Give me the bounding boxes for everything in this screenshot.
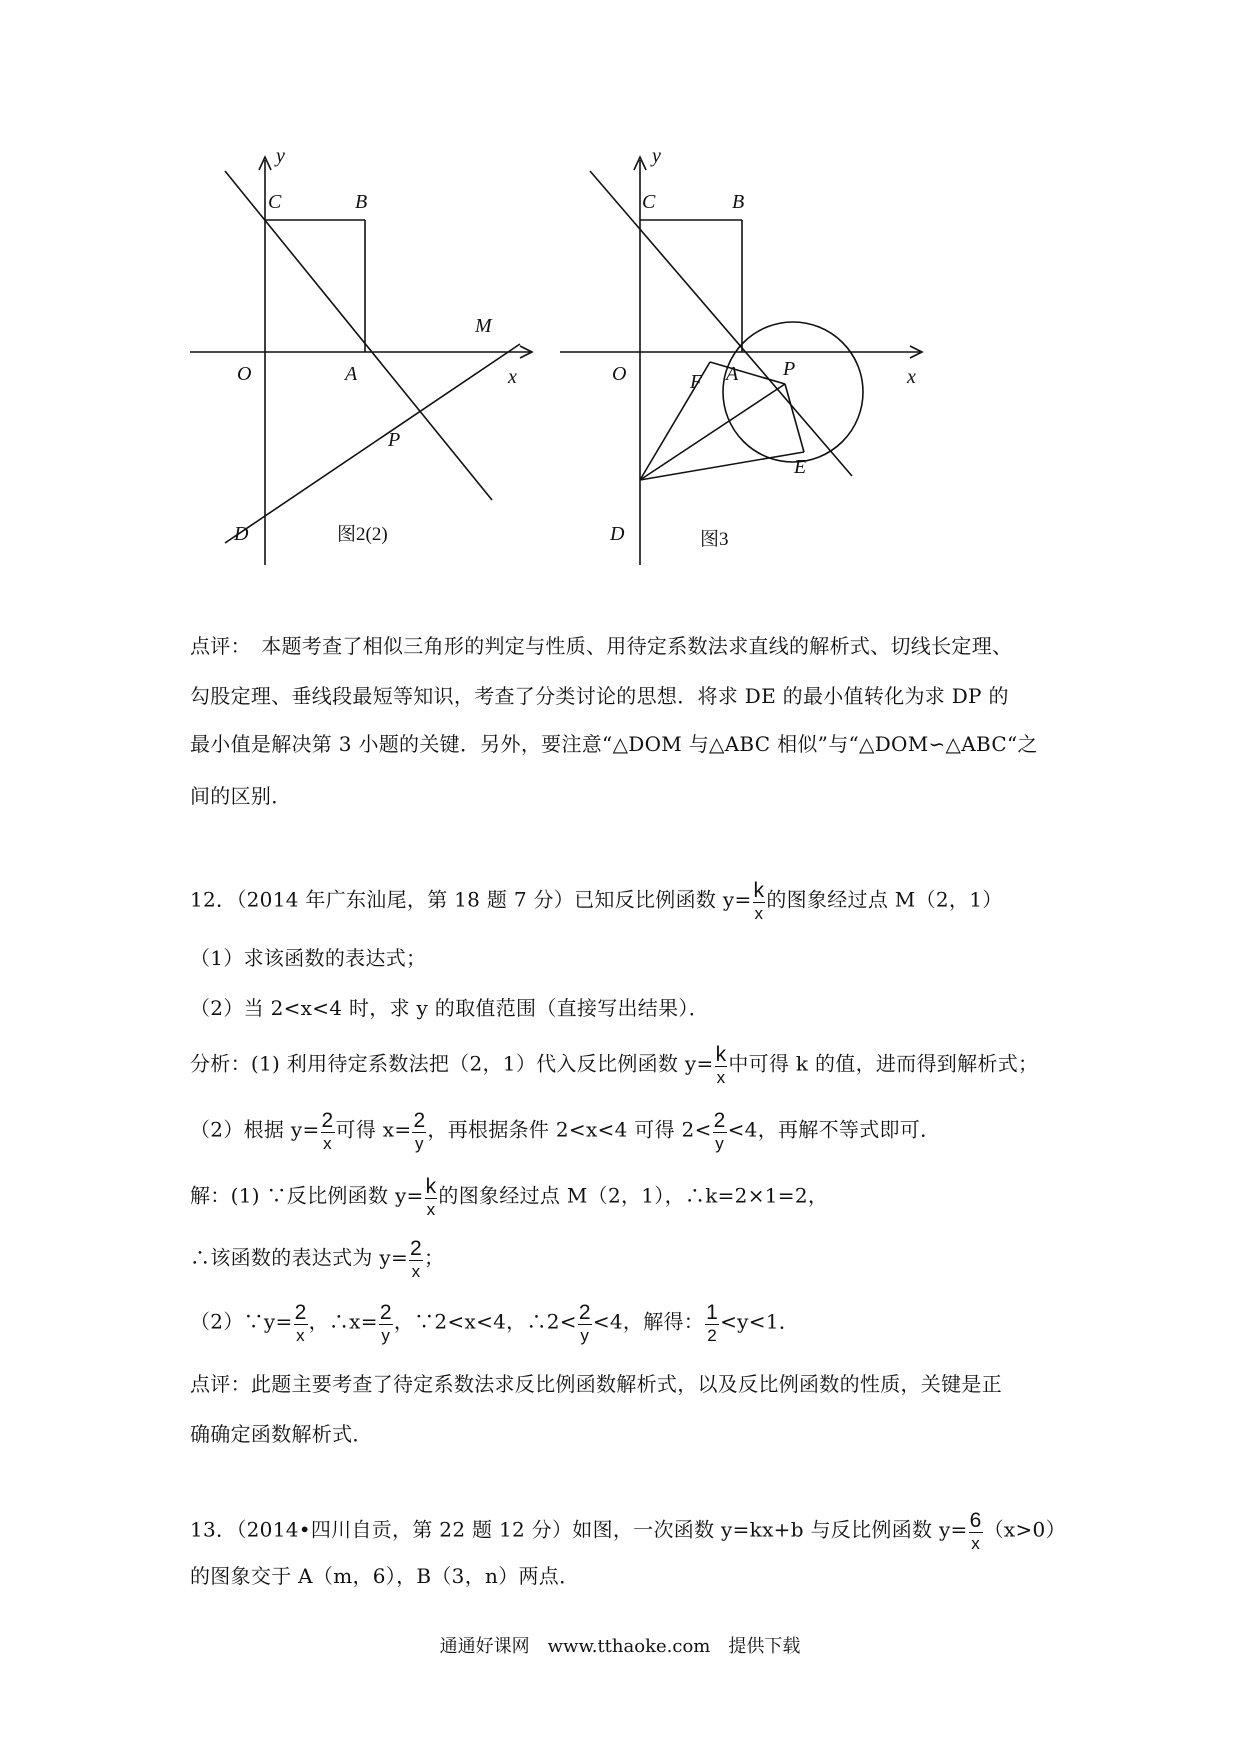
fraction-2-over-x: $\frac{2}{x}$ xyxy=(294,1301,307,1345)
fig2-label-x: x xyxy=(907,366,916,388)
q12-stem-a: 12．（2014 年广东汕尾，第 18 题 7 分）已知反比例函数 y= xyxy=(190,887,752,912)
fig1-label-p: P xyxy=(388,429,401,451)
comment1-line4: 间的区别． xyxy=(190,784,292,808)
fraction-1-over-2: $\frac{1}{2}$ xyxy=(706,1301,719,1345)
q12-part2: （2）当 2<x<4 时，求 y 的取值范围（直接写出结果）． xyxy=(190,996,709,1020)
page-footer: 通通好课网 www.tthaoke.com 提供下载 xyxy=(439,1636,801,1657)
comment1-line1: 点评： 本题考查了相似三角形的判定与性质、用待定系数法求直线的解析式、切线长定理、 xyxy=(190,634,1013,658)
q13-stem: 13．（2014•四川自贡，第 22 题 12 分）如图，一次函数 y=kx+b 与反比例函数 y= $\frac{6}{x}$ （x>0） xyxy=(190,1509,1066,1553)
fraction-2-over-y: $\frac{2}{y}$ xyxy=(713,1109,726,1153)
fraction-2-over-y: $\frac{2}{y}$ xyxy=(413,1109,426,1153)
fig2-caption: 图3 xyxy=(700,529,729,550)
fraction-2-over-y: $\frac{2}{y}$ xyxy=(578,1301,591,1345)
figure-2-2-diagram xyxy=(190,150,550,570)
q12-stem xyxy=(190,880,1070,922)
fraction-k-over-x: $\frac{k}{x}$ xyxy=(715,1043,727,1087)
fraction-k-over-x: $\frac{k}{x}$ xyxy=(425,1175,437,1219)
fig1-label-x: x xyxy=(508,366,517,388)
fig2-label-b: B xyxy=(732,191,745,213)
fig1-label-d: D xyxy=(234,523,249,545)
fig2-label-y: y xyxy=(652,150,661,167)
fig1-label-c: C xyxy=(268,191,282,213)
fraction-2-over-y: $\frac{2}{y}$ xyxy=(379,1301,392,1345)
q12-analysis1: 分析：(1) 利用待定系数法把（2，1）代入反比例函数 y= $\frac{k}{x}$ 中可得 k 的值，进而得到解析式； xyxy=(190,1043,1039,1087)
q12-solution2: ∴该函数的表达式为 y= $\frac{2}{x}$ ； xyxy=(190,1237,445,1281)
fig2-label-c: C xyxy=(642,191,656,213)
fraction-2-over-x: $\frac{2}{x}$ xyxy=(410,1237,422,1281)
fraction-6-over-x: $\frac{6}{x}$ xyxy=(969,1509,982,1553)
fig1-label-m: M xyxy=(475,315,492,337)
fraction-2-over-x: $\frac{2}{x}$ xyxy=(321,1109,334,1153)
fig1-label-a: A xyxy=(345,363,358,385)
fig1-label-b: B xyxy=(355,191,368,213)
q12-comment-line2: 确确定函数解析式． xyxy=(190,1422,373,1446)
comment1-line3: 最小值是解决第 3 小题的关键．另外，要注意“△DOM 与△ABC 相似”与“△DOM∽△ABC“之 xyxy=(190,732,1038,756)
fig2-label-p: P xyxy=(783,358,796,380)
q12-part1: （1）求该函数的表达式； xyxy=(190,946,427,970)
fig2-label-f: F xyxy=(690,371,703,393)
figure-3 xyxy=(560,150,940,570)
q12-solution3: （2）∵y= $\frac{2}{x}$ ，∴x= $\frac{2}{y}$ ，∵2<x<4，∴2< $\frac{2}{y}$ <4，解得： $\frac{1}{2}$ <y<1． xyxy=(190,1301,800,1345)
fig2-label-o: O xyxy=(612,363,627,385)
fig2-label-a: A xyxy=(726,363,739,385)
fig1-caption: 图2(2) xyxy=(337,524,388,545)
circle-p xyxy=(723,322,863,462)
q12-comment-line1: 点评：此题主要考查了待定系数法求反比例函数解析式，以及反比例函数的性质，关键是正 xyxy=(190,1372,1002,1396)
fraction-k-over-x: $\frac{k}{x}$ xyxy=(753,879,765,923)
q12-solution1: 解：(1) ∵反比例函数 y= $\frac{k}{x}$ 的图象经过点 M（2，1），∴k=2×1=2， xyxy=(190,1175,829,1219)
figure-2-2 xyxy=(190,150,550,570)
fig1-label-y: y xyxy=(276,150,285,167)
q12-stem-b: 的图象经过点 M（2，1） xyxy=(766,887,1003,912)
comment1-line2: 勾股定理、垂线段最短等知识，考查了分类讨论的思想．将求 DE 的最小值转化为求 DP 的 xyxy=(190,684,1009,708)
q12-analysis2: （2）根据 y= $\frac{2}{x}$ 可得 x= $\frac{2}{y}$ ，再根据条件 2<x<4 可得 2< $\frac{2}{y}$ <4，再解不等式即可． xyxy=(190,1109,941,1153)
q13-line2: 的图象交于 A（m，6），B（3，n）两点． xyxy=(190,1564,580,1588)
fig2-label-e: E xyxy=(794,456,807,478)
fig1-label-o: O xyxy=(237,363,252,385)
figure-3-diagram xyxy=(560,150,940,570)
fig2-label-d: D xyxy=(610,523,625,545)
